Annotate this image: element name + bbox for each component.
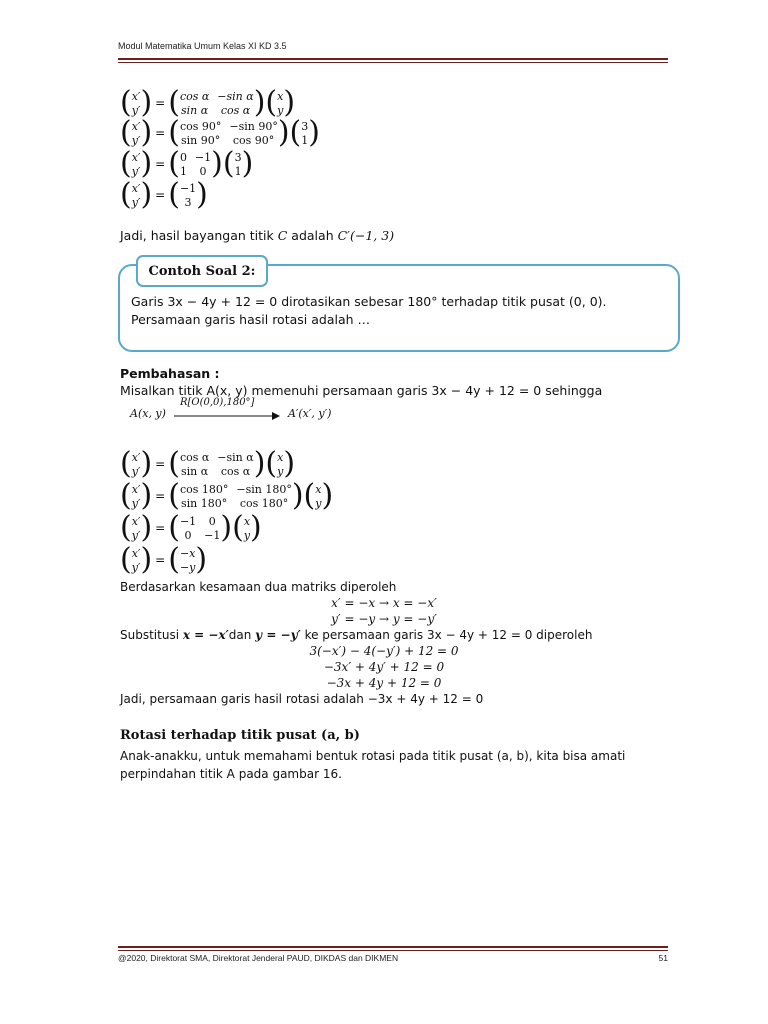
substitution-line: Substitusi x = −x′dan y = −y′ ke persamaan garis 3x − 4y + 12 = 0 diperoleh [120,628,593,642]
result-c-prime: Jadi, hasil bayangan titik C adalah C′(−1, 3) [120,228,395,243]
section-paragraph-line-2: perpindahan titik A pada gambar 16. [120,767,342,781]
rotation-label: R[O(0,0),180°] [179,397,255,408]
example-title: Contoh Soal 2: [136,255,268,287]
equation-y: y′ = −y → y = −y′ [331,612,437,626]
solution-intro: Misalkan titik A(x, y) memenuhi persamaan garis 3x − 4y + 12 = 0 sehingga [120,383,603,398]
page-header: Modul Matematika Umum Kelas XI KD 3.5 [118,41,287,51]
equation-x: x′ = −x → x = −x′ [331,596,437,610]
footer-rule [118,946,668,948]
example-line-1: Garis 3x − 4y + 12 = 0 dirotasikan sebesar 180° terhadap titik pusat (0, 0). [131,294,607,309]
example-line-2: Persamaan garis hasil rotasi adalah … [131,312,371,327]
equation-row-3: ( x′ y′ ) = ( 0 1 −1 0 ) ( 3 1 ) [120,146,254,181]
footer-rule-thin [118,950,668,951]
solution-heading: Pembahasan : [120,366,220,381]
substitution-step-2: −3x′ + 4y′ + 12 = 0 [323,660,445,674]
conclusion: Jadi, persamaan garis hasil rotasi adalah −3x + 4y + 12 = 0 [120,692,484,706]
header-rule [118,58,668,60]
equation-row-1: ( x′ y′ ) = ( cos α sin α −sin α cos α ) ( x y ) [120,85,296,120]
solution-row-1: ( x′ y′ ) = ( cos α sin α −sin α cos α ) ( x y ) [120,446,296,481]
section-paragraph-line-1: Anak-anakku, untuk memahami bentuk rotasi pada titik pusat (a, b), kita bisa amati [120,749,626,763]
page-footer: @2020, Direktorat SMA, Direktorat Jenderal PAUD, DIKDAS dan DIKMEN [118,953,399,963]
matrix-equality-note: Berdasarkan kesamaan dua matriks diperoleh [120,580,397,594]
solution-row-3: ( x′ y′ ) = ( −1 0 0 −1 ) ( x y ) [120,510,262,545]
substitution-step-3: −3x + 4y + 12 = 0 [326,676,442,690]
arrow-icon [174,412,280,426]
solution-row-4: ( x′ y′ ) = ( −x −y ) [120,542,208,577]
substitution-step-1: 3(−x′) − 4(−y′) + 12 = 0 [309,644,459,658]
page-number: 51 [658,953,668,963]
equation-row-4: ( x′ y′ ) = ( −1 3 ) [120,177,208,212]
header-rule-thin [118,62,668,63]
solution-row-2: ( x′ y′ ) = ( cos 180° sin 180° −sin 180° cos 180° ) ( x y ) [120,478,334,513]
rotation-mapping: A(x, y) R[O(0,0),180°] A′(x′, y′) [130,406,331,420]
section-heading: Rotasi terhadap titik pusat (a, b) [120,728,360,743]
equation-row-2: ( x′ y′ ) = ( cos 90° sin 90° −sin 90° cos 90° ) ( 3 1 ) [120,115,320,150]
